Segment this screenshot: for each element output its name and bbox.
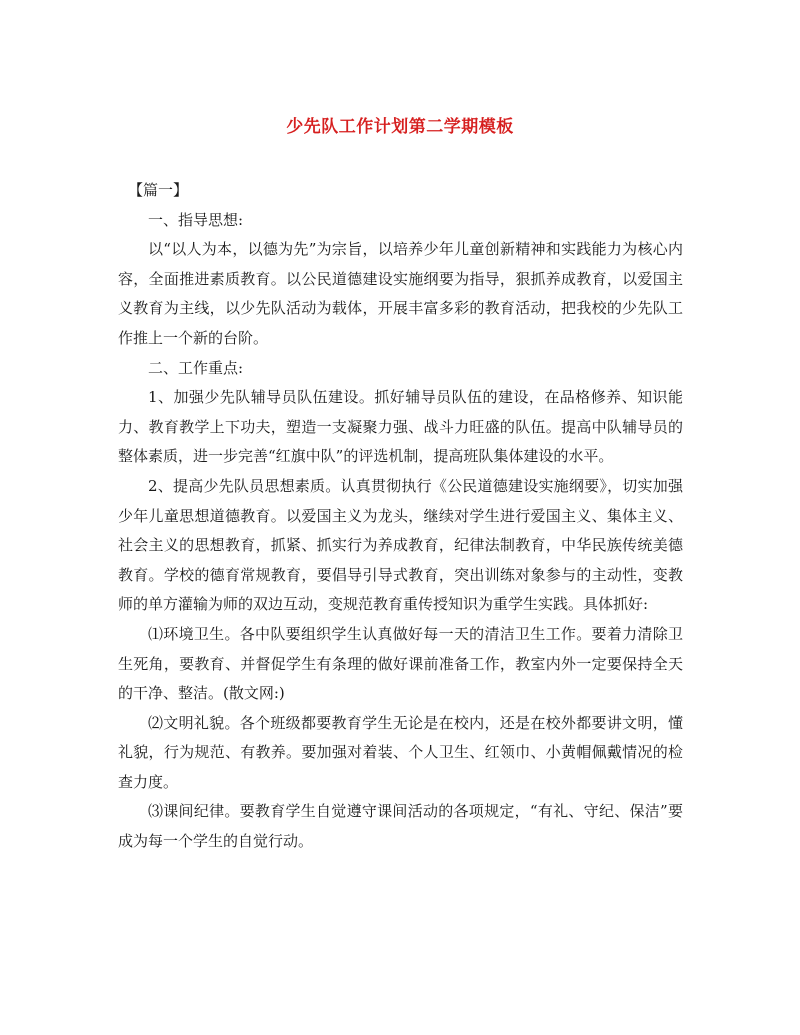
paragraph-manners: ⑵文明礼貌。各个班级都要教育学生无论是在校内，还是在校外都要讲文明，懂礼貌，行为规范、有教养。要加强对着装、个人卫生、红领巾、小黄帽佩戴情况的检查力度。 (118, 713, 683, 791)
paragraph-guiding-heading: 一、指导思想: (148, 210, 244, 229)
paragraph-environment: ⑴环境卫生。各中队要组织学生认真做好每一天的清洁卫生工作。要着力清除卫生死角，要教育、并督促学生有条理的做好课前准备工作，教室内外一定要保持全天的干净、整洁。(散文网:) (118, 624, 683, 703)
paragraph-focus-heading: 二、工作重点: (148, 358, 244, 377)
paragraph-break-discipline: ⑶课间纪律。要教育学生自觉遵守课间活动的各项规定，“有礼、守纪、保洁”要成为每一个学生的自觉行动。 (118, 802, 683, 851)
document-title: 少先队工作计划第二学期模板 (286, 117, 514, 137)
section-label: 【篇一】 (128, 181, 189, 199)
paragraph-focus-item-1: 1、加强少先队辅导员队伍建设。抓好辅导员队伍的建设，在品格修养、知识能力、教育教学上下功夫，塑造一支凝聚力强、战斗力旺盛的队伍。提高中队辅导员的整体素质，进一步完善“红旗中队”的评选机制，提高班队集体建设的水平。 (118, 388, 683, 466)
paragraph-guiding-content: 以“以人为本，以德为先”为宗旨，以培养少年儿童创新精神和实践能力为核心内容，全面推进素质教育。以公民道德建设实施纲要为指导，狠抓养成教育，以爱国主义教育为主线，以少先队活动为载体，开展丰富多彩的教育活动，把我校的少先队工作推上一个新的台阶。 (118, 240, 683, 347)
paragraph-focus-item-2: 2、提高少先队员思想素质。认真贯彻执行《公民道德建设实施纲要》，切实加强少年儿童思想道德教育。以爱国主义为龙头，继续对学生进行爱国主义、集体主义、社会主义的思想教育，抓紧、抓实行为养成教育，纪律法制教育，中华民族传统美德教育。学校的德育常规教育，要倡导引导式教育，突出训练对象参与的主动性，变教师的单方灌输为师的双边互动，变规范教育重传授知识为重学生实践。具体抓好: (118, 476, 683, 614)
document-body (118, 176, 683, 857)
